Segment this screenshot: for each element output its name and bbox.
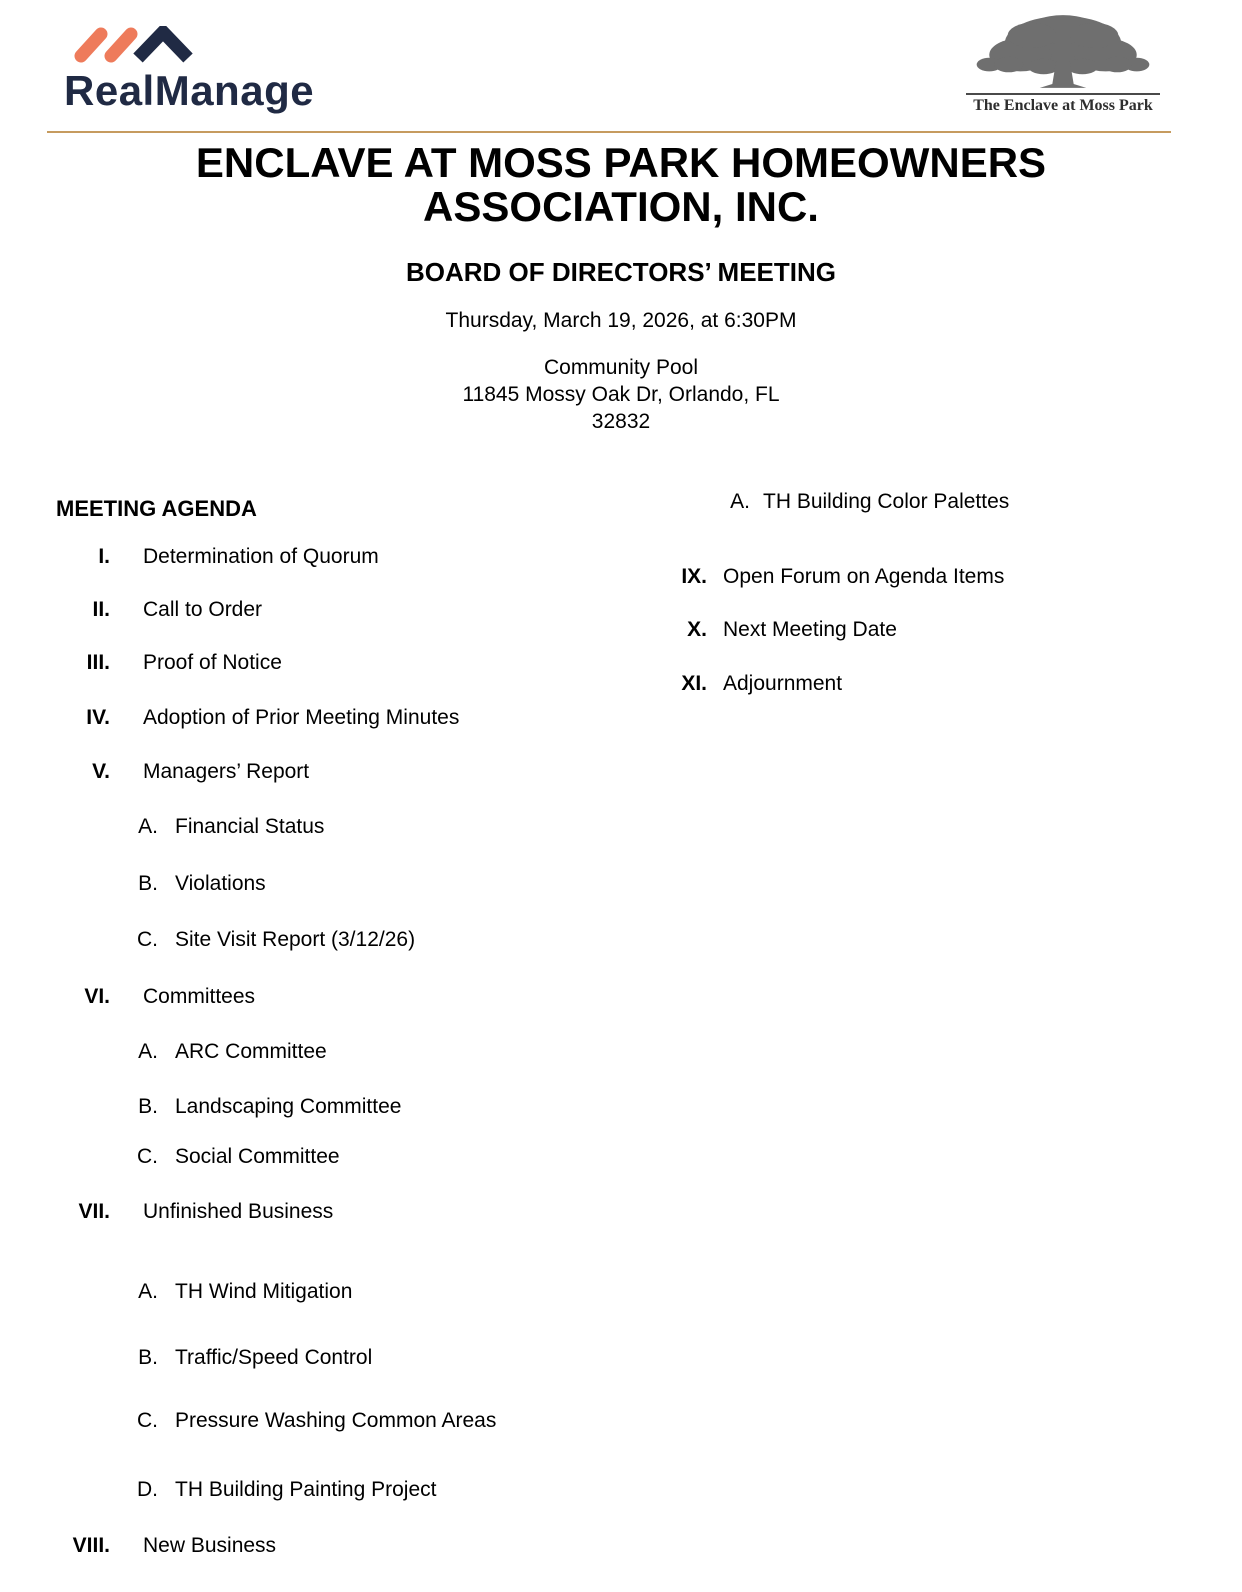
agenda-item-b bbox=[0, 1345, 660, 1371]
agenda-item-label: Adjournment bbox=[723, 672, 843, 695]
agenda-item-label: Violations bbox=[175, 872, 266, 895]
agenda-item-label: Social Committee bbox=[175, 1145, 340, 1168]
agenda-item-label: ARC Committee bbox=[175, 1040, 327, 1063]
agenda-item-number: I. bbox=[98, 545, 110, 568]
agenda-item-a bbox=[640, 489, 1240, 515]
agenda-item-label: Managers’ Report bbox=[143, 760, 310, 783]
agenda-item-number: A. bbox=[138, 815, 158, 838]
agenda-item-i bbox=[0, 544, 660, 570]
location-line-3: 32832 bbox=[591, 410, 651, 433]
agenda-heading: MEETING AGENDA bbox=[56, 496, 257, 521]
agenda-item-number: III. bbox=[86, 651, 110, 674]
agenda-item-c bbox=[0, 1144, 660, 1170]
agenda-item-label: Site Visit Report (3/12/26) bbox=[175, 928, 416, 951]
agenda-item-number: XI. bbox=[681, 672, 707, 695]
agenda-item-c bbox=[0, 927, 660, 953]
agenda-item-ii bbox=[0, 597, 660, 623]
agenda-item-number: IX. bbox=[681, 565, 707, 588]
agenda-item-label: Committees bbox=[143, 985, 256, 1008]
agenda-item-label: Open Forum on Agenda Items bbox=[723, 565, 1005, 588]
agenda-item-number: VI. bbox=[84, 985, 110, 1008]
agenda-item-viii bbox=[0, 1533, 660, 1559]
agenda-item-label: TH Wind Mitigation bbox=[175, 1280, 353, 1303]
realmanage-logo-mark-icon bbox=[72, 26, 196, 64]
agenda-item-number: IV. bbox=[86, 706, 110, 729]
agenda-item-number: II. bbox=[92, 598, 110, 621]
agenda-item-a bbox=[0, 814, 660, 840]
agenda-item-number: X. bbox=[687, 618, 707, 641]
agenda-item-number: C. bbox=[137, 1145, 158, 1168]
agenda-item-number: C. bbox=[137, 1409, 158, 1432]
agenda-item-ix bbox=[640, 564, 1240, 590]
agenda-item-number: VIII. bbox=[72, 1534, 110, 1557]
agenda-item-d bbox=[0, 1477, 660, 1503]
agenda-item-vii bbox=[0, 1199, 660, 1225]
agenda-item-vi bbox=[0, 984, 660, 1010]
agenda-item-b bbox=[0, 871, 660, 897]
agenda-item-label: Traffic/Speed Control bbox=[175, 1346, 373, 1369]
agenda-item-number: B. bbox=[138, 1095, 158, 1118]
agenda-item-number: C. bbox=[137, 928, 158, 951]
location-line-1: Community Pool bbox=[543, 356, 699, 379]
agenda-item-label: TH Building Color Palettes bbox=[763, 490, 1010, 513]
agenda-item-number: V. bbox=[92, 760, 110, 783]
agenda-item-label: Call to Order bbox=[143, 598, 263, 621]
agenda-item-label: Adoption of Prior Meeting Minutes bbox=[143, 706, 460, 729]
location-line-2: 11845 Mossy Oak Dr, Orlando, FL bbox=[462, 383, 780, 406]
agenda-item-iv bbox=[0, 705, 660, 731]
agenda-item-label: Pressure Washing Common Areas bbox=[175, 1409, 497, 1432]
meeting-datetime: Thursday, March 19, 2026, at 6:30PM bbox=[445, 309, 797, 332]
agenda-item-label: Determination of Quorum bbox=[143, 545, 379, 568]
agenda-item-number: A. bbox=[730, 490, 750, 513]
agenda-item-number: A. bbox=[138, 1040, 158, 1063]
header-divider bbox=[47, 131, 1171, 133]
agenda-item-label: Proof of Notice bbox=[143, 651, 282, 674]
agenda-item-label: Unfinished Business bbox=[143, 1200, 334, 1223]
agenda-item-number: VII. bbox=[78, 1200, 110, 1223]
agenda-item-v bbox=[0, 759, 660, 785]
agenda-item-number: B. bbox=[138, 1346, 158, 1369]
agenda-item-label: Landscaping Committee bbox=[175, 1095, 402, 1118]
agenda-item-iii bbox=[0, 650, 660, 676]
meeting-location bbox=[0, 354, 1242, 435]
agenda-item-number: D. bbox=[137, 1478, 158, 1501]
agenda-item-x bbox=[640, 617, 1240, 643]
agenda-item-label: New Business bbox=[143, 1534, 277, 1557]
enclave-logo-rule bbox=[966, 93, 1160, 95]
enclave-logo bbox=[966, 8, 1160, 115]
agenda-item-a bbox=[0, 1039, 660, 1065]
agenda-item-label: Next Meeting Date bbox=[723, 618, 897, 641]
realmanage-logo bbox=[64, 26, 314, 113]
agenda-item-number: A. bbox=[138, 1280, 158, 1303]
agenda-item-c bbox=[0, 1408, 660, 1434]
agenda-item-label: TH Building Painting Project bbox=[175, 1478, 437, 1501]
agenda-item-b bbox=[0, 1094, 660, 1120]
agenda-item-a bbox=[0, 1279, 660, 1305]
meeting-subtitle: BOARD OF DIRECTORS’ MEETING bbox=[406, 257, 836, 287]
oak-tree-icon bbox=[966, 8, 1160, 92]
agenda-item-xi bbox=[640, 671, 1240, 697]
agenda-item-label: Financial Status bbox=[175, 815, 325, 838]
enclave-logo-caption: The Enclave at Moss Park bbox=[973, 97, 1153, 114]
realmanage-wordmark: RealManage bbox=[64, 67, 315, 114]
page-title: ENCLAVE AT MOSS PARK HOMEOWNERS ASSOCIATION, INC. bbox=[195, 139, 1047, 230]
agenda-item-number: B. bbox=[138, 872, 158, 895]
